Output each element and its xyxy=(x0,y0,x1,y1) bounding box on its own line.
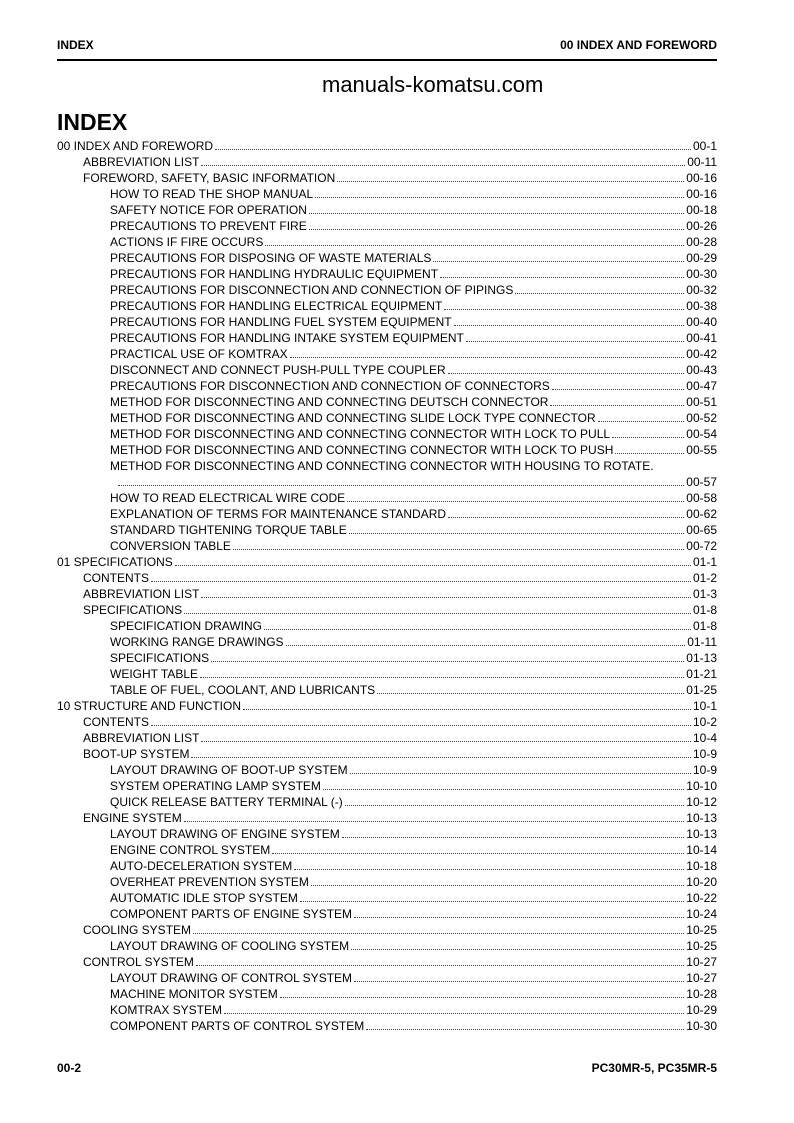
index-entry[interactable] xyxy=(57,186,717,202)
index-entry[interactable] xyxy=(57,330,717,346)
entry-page: 10-20 xyxy=(686,875,717,889)
dot-leader xyxy=(347,490,684,502)
index-entry[interactable] xyxy=(57,586,717,602)
entry-title: PRACTICAL USE OF KOMTRAX xyxy=(110,347,288,361)
entry-page: 10-14 xyxy=(686,843,717,857)
index-entry[interactable] xyxy=(57,682,717,698)
entry-title: METHOD FOR DISCONNECTING AND CONNECTING SLIDE LOCK TYPE CONNECTOR xyxy=(110,411,596,425)
index-entry[interactable] xyxy=(57,650,717,666)
entry-title: 01 SPECIFICATIONS xyxy=(57,555,173,569)
index-entry[interactable] xyxy=(57,362,717,378)
entry-page: 10-25 xyxy=(686,923,717,937)
entry-page: 10-9 xyxy=(692,763,717,777)
index-entry[interactable] xyxy=(57,506,717,522)
entry-title: SAFETY NOTICE FOR OPERATION xyxy=(110,203,307,217)
entry-title: ABBREVIATION LIST xyxy=(83,731,200,745)
entry-title: PRECAUTIONS FOR DISPOSING OF WASTE MATERIALS xyxy=(110,251,432,265)
entry-title: LAYOUT DRAWING OF CONTROL SYSTEM xyxy=(110,971,353,985)
dot-leader xyxy=(184,810,685,822)
entry-title: LAYOUT DRAWING OF ENGINE SYSTEM xyxy=(110,827,340,841)
index-entry[interactable] xyxy=(57,858,717,874)
entry-page: 00-72 xyxy=(686,539,717,553)
entry-title: LAYOUT DRAWING OF BOOT-UP SYSTEM xyxy=(110,763,348,777)
entry-page: 00-1 xyxy=(692,139,717,153)
entry-page: 01-13 xyxy=(686,651,717,665)
entry-page: 00-54 xyxy=(686,427,717,441)
entry-title: CONTENTS xyxy=(83,571,149,585)
entry-title: ABBREVIATION LIST xyxy=(83,155,200,169)
dot-leader xyxy=(311,874,684,886)
dot-leader xyxy=(366,1018,684,1030)
entry-title: STANDARD TIGHTENING TORQUE TABLE xyxy=(110,523,347,537)
dot-leader xyxy=(265,234,684,246)
dot-leader xyxy=(433,250,684,262)
index-entry[interactable] xyxy=(57,1018,717,1034)
entry-page: 01-25 xyxy=(686,683,717,697)
entry-page: 00-57 xyxy=(686,475,717,489)
entry-page: 00-16 xyxy=(686,171,717,185)
entry-title: CONVERSION TABLE xyxy=(110,539,231,553)
entry-page: 00-30 xyxy=(686,267,717,281)
entry-page: 00-11 xyxy=(687,155,717,169)
entry-title: SPECIFICATIONS xyxy=(110,651,210,665)
entry-title: ABBREVIATION LIST xyxy=(83,587,200,601)
index-entry[interactable] xyxy=(57,666,717,682)
entry-title: COMPONENT PARTS OF ENGINE SYSTEM xyxy=(110,907,353,921)
dot-leader xyxy=(354,906,684,918)
entry-title: LAYOUT DRAWING OF COOLING SYSTEM xyxy=(110,939,350,953)
index-entry[interactable] xyxy=(57,266,717,282)
entry-title: KOMTRAX SYSTEM xyxy=(110,1003,223,1017)
entry-page: 10-2 xyxy=(692,715,717,729)
dot-leader xyxy=(243,698,691,710)
entry-title: SPECIFICATION DRAWING xyxy=(110,619,263,633)
dot-leader xyxy=(342,826,684,838)
index-entry[interactable] xyxy=(57,826,717,842)
index-entry[interactable] xyxy=(57,890,717,906)
entry-page: 10-28 xyxy=(686,987,717,1001)
index-entry[interactable] xyxy=(57,778,717,794)
entry-title: PRECAUTIONS FOR HANDLING FUEL SYSTEM EQUIPMENT xyxy=(110,315,452,329)
dot-leader xyxy=(440,266,684,278)
index-entry[interactable] xyxy=(57,234,717,250)
index-entry[interactable] xyxy=(57,522,717,538)
dot-leader xyxy=(272,842,684,854)
dot-leader xyxy=(377,682,684,694)
footer-model: PC30MR-5, PC35MR-5 xyxy=(591,1061,717,1075)
entry-page: 00-29 xyxy=(686,251,717,265)
entry-page: 01-21 xyxy=(686,667,717,681)
entry-title: ACTIONS IF FIRE OCCURS xyxy=(110,235,264,249)
dot-leader xyxy=(264,618,691,630)
entry-page: 10-27 xyxy=(686,971,717,985)
dot-leader xyxy=(515,282,684,294)
index-entry[interactable] xyxy=(57,410,717,426)
dot-leader xyxy=(444,298,684,310)
entry-title: CONTROL SYSTEM xyxy=(83,955,194,969)
entry-page: 10-13 xyxy=(686,811,717,825)
dot-leader xyxy=(466,330,684,342)
entry-page: 00-16 xyxy=(686,187,717,201)
entry-title: SPECIFICATIONS xyxy=(83,603,183,617)
dot-leader xyxy=(211,650,684,662)
footer-page-number: 00-2 xyxy=(57,1061,82,1075)
entry-title: MACHINE MONITOR SYSTEM xyxy=(110,987,278,1001)
entry-title: WORKING RANGE DRAWINGS xyxy=(110,635,284,649)
dot-leader xyxy=(191,746,691,758)
entry-page: 10-1 xyxy=(692,699,717,713)
index-entry[interactable] xyxy=(57,618,717,634)
entry-page: 01-1 xyxy=(692,555,717,569)
entry-page: 10-9 xyxy=(692,747,717,761)
index-entry[interactable] xyxy=(57,426,717,442)
dot-leader xyxy=(224,1002,684,1014)
dot-leader xyxy=(448,362,685,374)
index-entry[interactable] xyxy=(57,554,717,570)
entry-page: 01-8 xyxy=(692,603,717,617)
index-entry[interactable] xyxy=(57,378,717,394)
entry-title: COMPONENT PARTS OF CONTROL SYSTEM xyxy=(110,1019,365,1033)
dot-leader xyxy=(354,970,684,982)
dot-leader xyxy=(215,138,691,150)
dot-leader xyxy=(193,922,684,934)
header-section: INDEX xyxy=(57,38,94,52)
dot-leader xyxy=(615,442,684,454)
dot-leader xyxy=(315,186,684,198)
entry-page: 00-41 xyxy=(686,331,717,345)
dot-leader xyxy=(309,202,684,214)
entry-title: HOW TO READ THE SHOP MANUAL xyxy=(110,187,314,201)
index-list xyxy=(57,138,717,1034)
entry-title: WEIGHT TABLE xyxy=(110,667,199,681)
entry-page: 00-38 xyxy=(686,299,717,313)
index-entry[interactable] xyxy=(57,938,717,954)
index-entry[interactable] xyxy=(57,298,717,314)
index-entry[interactable] xyxy=(57,954,717,970)
entry-page: 10-29 xyxy=(686,1003,717,1017)
dot-leader xyxy=(201,730,690,742)
dot-leader xyxy=(300,890,684,902)
dot-leader xyxy=(351,938,684,950)
index-entry[interactable] xyxy=(57,202,717,218)
dot-leader xyxy=(151,570,691,582)
entry-title: ENGINE CONTROL SYSTEM xyxy=(110,843,271,857)
dot-leader xyxy=(286,634,686,646)
entry-title: SYSTEM OPERATING LAMP SYSTEM xyxy=(110,779,321,793)
entry-title: QUICK RELEASE BATTERY TERMINAL (-) xyxy=(110,795,343,809)
entry-page: 00-51 xyxy=(686,395,717,409)
dot-leader xyxy=(448,506,684,518)
entry-title: BOOT-UP SYSTEM xyxy=(83,747,190,761)
entry-page: 00-40 xyxy=(686,315,717,329)
entry-page: 00-43 xyxy=(686,363,717,377)
entry-page: 00-26 xyxy=(686,219,717,233)
index-entry[interactable] xyxy=(57,874,717,890)
entry-page: 00-58 xyxy=(686,491,717,505)
index-entry[interactable] xyxy=(57,762,717,778)
entry-page: 10-27 xyxy=(686,955,717,969)
entry-page: 10-13 xyxy=(686,827,717,841)
entry-title: COOLING SYSTEM xyxy=(83,923,192,937)
dot-leader xyxy=(349,522,685,534)
index-entry[interactable] xyxy=(57,602,717,618)
entry-page: 00-28 xyxy=(686,235,717,249)
dot-leader xyxy=(175,554,691,566)
page-title: INDEX xyxy=(57,109,128,135)
entry-title: FOREWORD, SAFETY, BASIC INFORMATION xyxy=(83,171,336,185)
entry-title: OVERHEAT PREVENTION SYSTEM xyxy=(110,875,309,889)
dot-leader xyxy=(598,410,685,422)
dot-leader xyxy=(612,426,684,438)
entry-title: METHOD FOR DISCONNECTING AND CONNECTING DEUTSCH CONNECTOR xyxy=(110,395,549,409)
entry-title: CONTENTS xyxy=(83,715,149,729)
index-entry[interactable] xyxy=(57,810,717,826)
entry-page: 10-24 xyxy=(686,907,717,921)
index-entry[interactable] xyxy=(57,138,717,154)
index-entry[interactable] xyxy=(57,490,717,506)
dot-leader xyxy=(200,666,684,678)
entry-title: HOW TO READ ELECTRICAL WIRE CODE xyxy=(110,491,346,505)
dot-leader xyxy=(552,378,684,390)
dot-leader xyxy=(201,586,690,598)
index-entry[interactable] xyxy=(57,346,717,362)
entry-page: 10-4 xyxy=(692,731,717,745)
entry-page: 10-22 xyxy=(686,891,717,905)
dot-leader xyxy=(196,954,684,966)
entry-page: 00-52 xyxy=(686,411,717,425)
index-entry[interactable] xyxy=(57,794,717,810)
dot-leader xyxy=(550,394,684,406)
index-entry[interactable] xyxy=(57,746,717,762)
entry-page: 01-2 xyxy=(692,571,717,585)
index-entry[interactable] xyxy=(57,922,717,938)
index-entry[interactable] xyxy=(57,634,717,650)
dot-leader xyxy=(345,794,685,806)
index-entry[interactable] xyxy=(57,714,717,730)
index-entry[interactable] xyxy=(57,394,717,410)
entry-title: EXPLANATION OF TERMS FOR MAINTENANCE STANDARD xyxy=(110,507,447,521)
dot-leader xyxy=(323,778,684,790)
watermark: manuals-komatsu.com xyxy=(322,72,544,97)
index-entry-continuation xyxy=(57,474,717,490)
index-entry[interactable] xyxy=(57,842,717,858)
entry-title: 10 STRUCTURE AND FUNCTION xyxy=(57,699,242,713)
entry-title: AUTO-DECELERATION SYSTEM xyxy=(110,859,293,873)
dot-leader xyxy=(118,474,684,486)
entry-title: PRECAUTIONS TO PREVENT FIRE xyxy=(110,219,307,233)
entry-title: PRECAUTIONS FOR DISCONNECTION AND CONNECTION OF CONNECTORS xyxy=(110,379,550,393)
dot-leader xyxy=(294,858,684,870)
entry-title: PRECAUTIONS FOR HANDLING ELECTRICAL EQUIPMENT xyxy=(110,299,443,313)
entry-title: PRECAUTIONS FOR HANDLING HYDRAULIC EQUIPMENT xyxy=(110,267,439,281)
index-entry[interactable] xyxy=(57,906,717,922)
entry-page: 00-55 xyxy=(686,443,717,457)
entry-page: 01-11 xyxy=(687,635,717,649)
index-entry[interactable] xyxy=(57,218,717,234)
dot-leader xyxy=(184,602,691,614)
dot-leader xyxy=(350,762,691,774)
index-entry[interactable] xyxy=(57,250,717,266)
entry-title: PRECAUTIONS FOR HANDLING INTAKE SYSTEM EQUIPMENT xyxy=(110,331,464,345)
index-entry[interactable] xyxy=(57,154,717,170)
dot-leader xyxy=(233,538,684,550)
entry-title: TABLE OF FUEL, COOLANT, AND LUBRICANTS xyxy=(110,683,376,697)
dot-leader xyxy=(309,218,685,230)
entry-title: 00 INDEX AND FOREWORD xyxy=(57,139,214,153)
header-rule xyxy=(57,59,717,61)
index-entry[interactable] xyxy=(57,1002,717,1018)
index-entry[interactable]: METHOD FOR DISCONNECTING AND CONNECTING CONNECTOR WITH HOUSING TO ROTATE . xyxy=(110,459,654,473)
dot-leader xyxy=(337,170,684,182)
dot-leader xyxy=(201,154,685,166)
dot-leader xyxy=(290,346,685,358)
dot-leader xyxy=(280,986,685,998)
index-entry[interactable] xyxy=(57,314,717,330)
entry-page: 10-25 xyxy=(686,939,717,953)
index-entry[interactable] xyxy=(57,730,717,746)
entry-page: 01-8 xyxy=(692,619,717,633)
entry-page: 00-47 xyxy=(686,379,717,393)
index-entry[interactable] xyxy=(57,282,717,298)
dot-leader xyxy=(454,314,685,326)
index-entry[interactable] xyxy=(57,570,717,586)
entry-page: 00-42 xyxy=(686,347,717,361)
entry-title: METHOD FOR DISCONNECTING AND CONNECTING CONNECTOR WITH HOUSING TO ROTATE xyxy=(110,459,651,473)
entry-page: 00-62 xyxy=(686,507,717,521)
index-entry[interactable] xyxy=(57,170,717,186)
entry-page: 10-30 xyxy=(686,1019,717,1033)
entry-title: PRECAUTIONS FOR DISCONNECTION AND CONNECTION OF PIPINGS xyxy=(110,283,514,297)
entry-title: ENGINE SYSTEM xyxy=(83,811,182,825)
index-entry[interactable] xyxy=(57,538,717,554)
index-entry[interactable] xyxy=(57,970,717,986)
index-entry[interactable] xyxy=(57,442,717,458)
entry-title: METHOD FOR DISCONNECTING AND CONNECTING CONNECTOR WITH LOCK TO PULL xyxy=(110,427,611,441)
entry-title: METHOD FOR DISCONNECTING AND CONNECTING CONNECTOR WITH LOCK TO PUSH xyxy=(110,443,614,457)
header-chapter: 00 INDEX AND FOREWORD xyxy=(560,38,717,52)
entry-title: DISCONNECT AND CONNECT PUSH-PULL TYPE COUPLER xyxy=(110,363,446,377)
entry-page: 00-18 xyxy=(686,203,717,217)
entry-title: AUTOMATIC IDLE STOP SYSTEM xyxy=(110,891,298,905)
entry-page: 01-3 xyxy=(692,587,717,601)
entry-page: 10-10 xyxy=(686,779,717,793)
index-entry[interactable] xyxy=(57,986,717,1002)
entry-page: 10-18 xyxy=(686,859,717,873)
entry-page: 00-32 xyxy=(686,283,717,297)
index-entry[interactable] xyxy=(57,698,717,714)
dot-leader xyxy=(151,714,691,726)
entry-page: 00-65 xyxy=(686,523,717,537)
entry-page: 10-12 xyxy=(686,795,717,809)
